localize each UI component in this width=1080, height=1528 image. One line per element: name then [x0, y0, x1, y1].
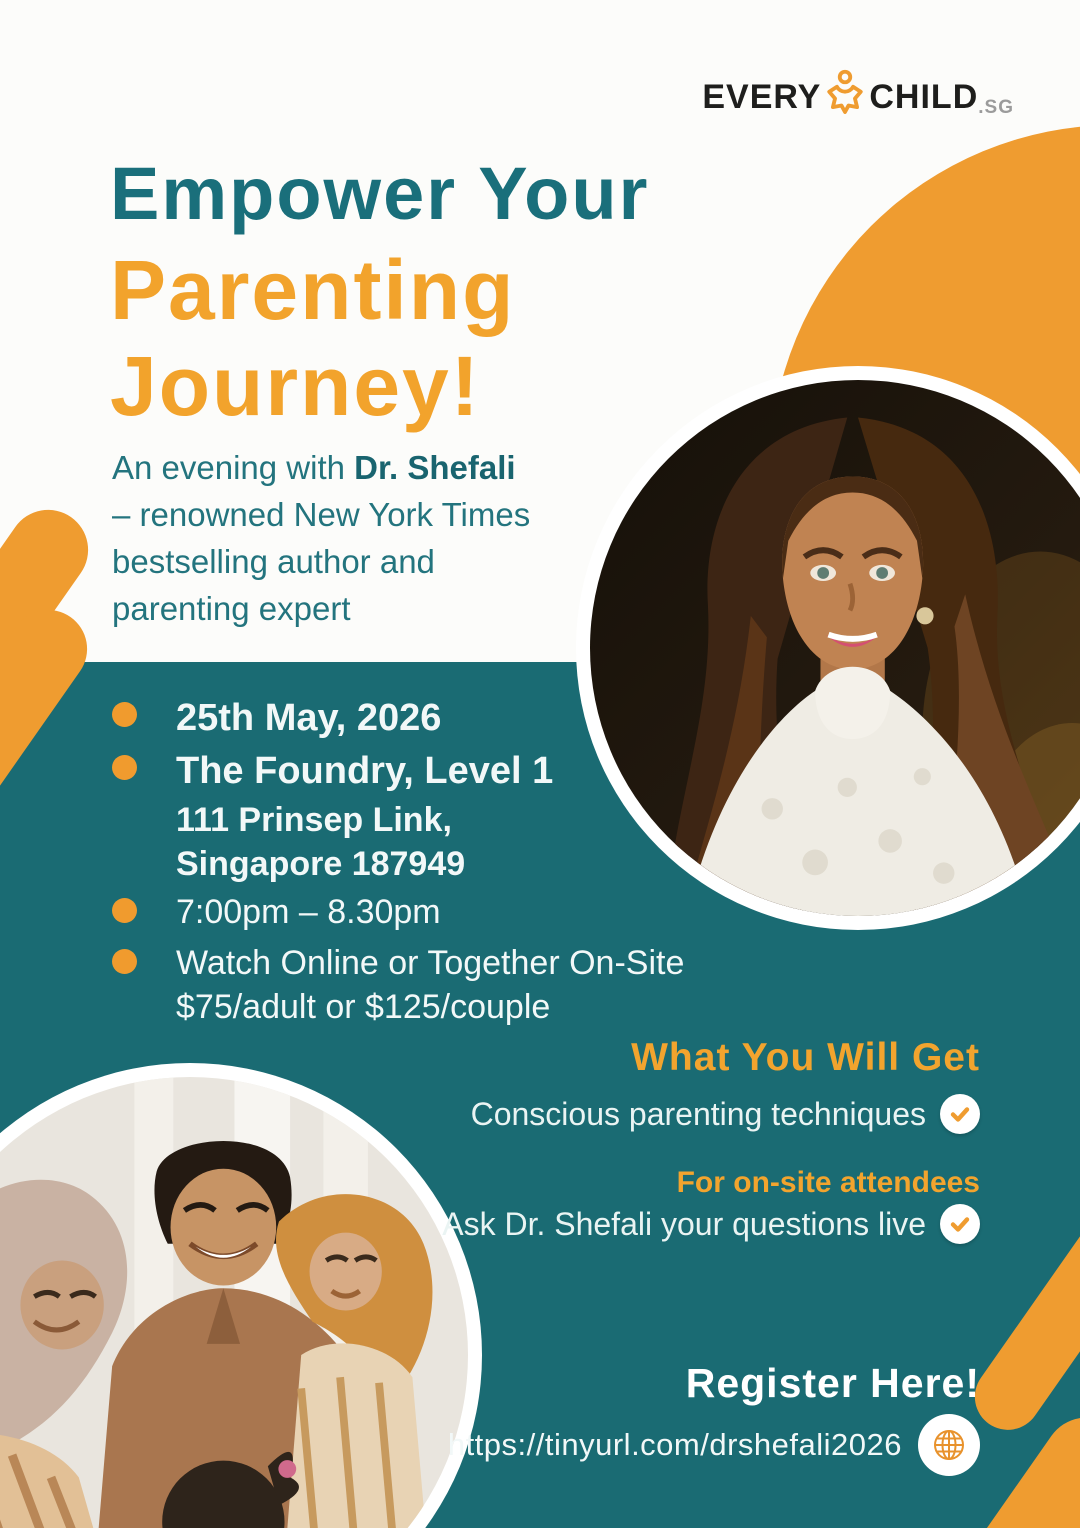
everychild-logo: [702, 72, 1014, 123]
event-address-line1: 111 Prinsep Link,: [176, 801, 452, 839]
speaker-portrait-illustration: [590, 380, 1080, 916]
benefits-heading: What You Will Get: [631, 1036, 980, 1079]
logo-word-every: EVERY: [702, 78, 822, 116]
register-link-row[interactable]: [448, 1414, 980, 1476]
event-venue: The Foundry, Level 1: [176, 750, 554, 792]
speaker-photo: [590, 380, 1080, 916]
page-title: [110, 146, 649, 434]
logo-word-child: CHILD: [869, 78, 979, 116]
event-time-row: [112, 893, 441, 932]
event-format: Watch Online or Together On-Site: [176, 944, 685, 982]
check-icon: [940, 1094, 980, 1134]
event-price-row: [112, 988, 550, 1027]
event-date-row: [112, 697, 441, 740]
title-line-2: Parenting: [110, 243, 516, 337]
intro-line3: bestselling author and: [112, 543, 435, 580]
bullet-dot-icon: [112, 898, 137, 923]
benefits-subheading: For on-site attendees: [676, 1166, 980, 1199]
register-heading: Register Here!: [685, 1360, 980, 1406]
event-price: $75/adult or $125/couple: [176, 988, 551, 1026]
event-date: 25th May, 2026: [176, 697, 442, 739]
event-format-row: [112, 944, 684, 983]
bullet-dot-icon: [112, 949, 137, 974]
event-description: [112, 444, 530, 632]
intro-line4: parenting expert: [112, 590, 351, 627]
event-time: 7:00pm – 8.30pm: [176, 893, 441, 931]
event-address-row: [112, 845, 465, 884]
check-icon: [940, 1204, 980, 1244]
star-child-icon: [824, 68, 866, 119]
event-venue-row: [112, 750, 553, 793]
benefit-item: [471, 1094, 980, 1134]
globe-icon: [918, 1414, 980, 1476]
intro-line1-prefix: An evening with: [112, 449, 355, 486]
title-line-3: Journey!: [110, 339, 481, 433]
event-address-line2: Singapore 187949: [176, 845, 466, 883]
speaker-name: Dr. Shefali: [354, 449, 516, 486]
title-line-1: Empower Your: [110, 152, 650, 235]
bullet-dot-icon: [112, 755, 137, 780]
event-address-row: [112, 801, 452, 840]
bullet-dot-icon: [112, 702, 137, 727]
register-url-link[interactable]: https://tinyurl.com/drshefali2026: [447, 1427, 902, 1462]
logo-suffix: .SG: [978, 97, 1014, 118]
benefit-item-label: Conscious parenting techniques: [470, 1095, 926, 1132]
benefit-item-label: Ask Dr. Shefali your questions live: [442, 1205, 926, 1242]
intro-line2: – renowned New York Times: [112, 496, 531, 533]
benefit-item: [442, 1204, 980, 1244]
